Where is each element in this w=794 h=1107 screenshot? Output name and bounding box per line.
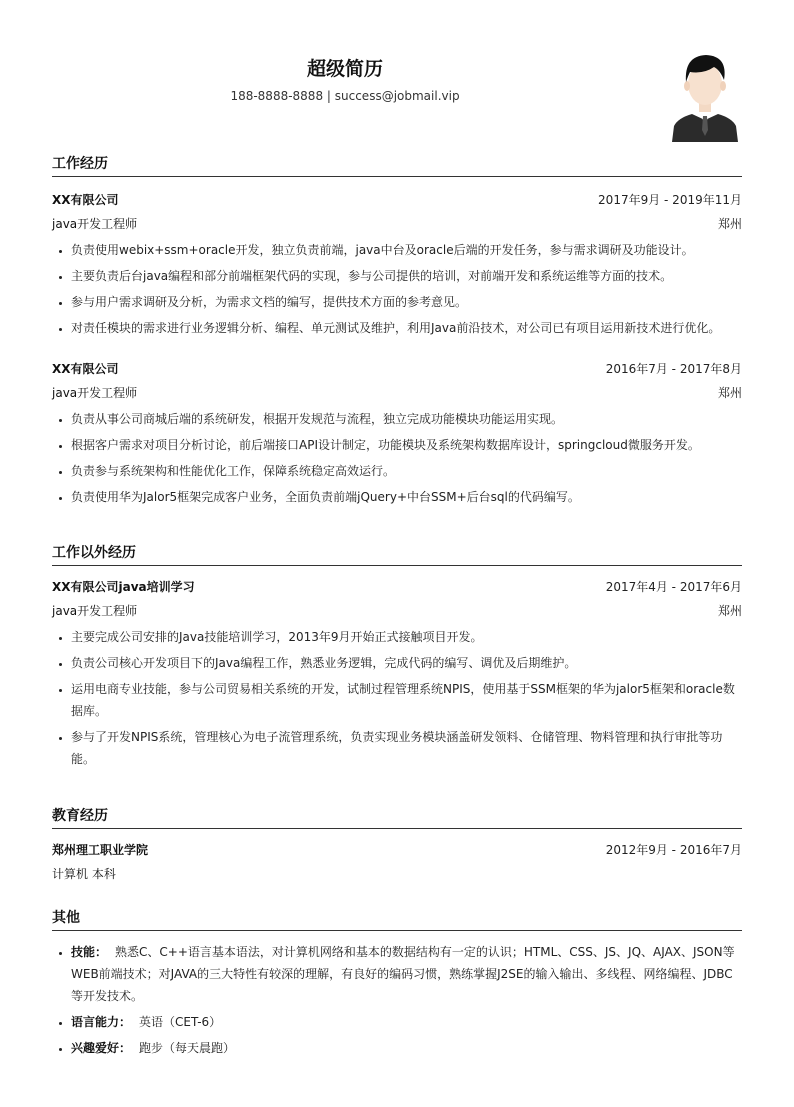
list-item: • 负责参与系统架构和性能优化工作，保障系统稳定高效运行。	[71, 460, 742, 482]
education-entry	[52, 838, 742, 886]
avatar	[670, 50, 740, 142]
resume-name: 超级简历	[306, 58, 383, 80]
section-title: 工作以外经历	[52, 541, 742, 566]
other-list	[52, 941, 742, 1059]
job-duties	[52, 239, 742, 339]
section-title: 其他	[52, 906, 742, 931]
company-name: XX有限公司	[52, 362, 119, 376]
job-city: 郑州	[717, 217, 742, 231]
education-section	[52, 804, 742, 829]
list-item: • 主要完成公司安排的Java技能培训学习，2013年9月开始正式接触项目开发。	[71, 626, 742, 648]
job-role: java开发工程师	[52, 386, 138, 400]
extra-section	[52, 541, 742, 566]
section-title: 教育经历	[52, 804, 742, 829]
extra-entry	[52, 575, 742, 774]
job-city: 郑州	[717, 604, 742, 618]
job-city: 郑州	[717, 386, 742, 400]
school-name: 郑州理工职业学院	[52, 843, 149, 857]
other-entry	[52, 938, 742, 1063]
item-key: 技能：	[71, 945, 108, 959]
company-name: XX有限公司java培训学习	[52, 580, 195, 594]
job-duties	[52, 408, 742, 508]
section-title: 工作经历	[52, 152, 742, 177]
job-period: 2016年7月 - 2017年8月	[605, 362, 742, 376]
job-duties	[52, 626, 742, 770]
list-item	[71, 1011, 742, 1033]
list-item: • 运用电商专业技能，参与公司贸易相关系统的开发，试制过程管理系统NPIS，使用基于SSM框架的华为jalor5框架和oracle数据库。	[71, 678, 742, 722]
contact-info: 188-8888-8888 | success@jobmail.vip	[230, 89, 460, 103]
item-key: 兴趣爱好：	[71, 1041, 132, 1055]
list-item: • 负责使用华为Jalor5框架完成客户业务，全面负责前端jQuery+中台SSM+后台sql的代码编写。	[71, 486, 742, 508]
list-item: • 根据客户需求对项目分析讨论，前后端接口API设计制定，功能模块及系统架构数据库设计，springcloud微服务开发。	[71, 434, 742, 456]
company-name: XX有限公司	[52, 193, 119, 207]
job-entry	[52, 357, 742, 512]
list-item: • 负责使用webix+ssm+oracle开发，独立负责前端，java中台及oracle后端的开发任务，参与需求调研及功能设计。	[71, 239, 742, 261]
job-period: 2017年9月 - 2019年11月	[598, 193, 742, 207]
list-item: • 对责任模块的需求进行业务逻辑分析、编程、单元测试及维护，利用Java前沿技术，对公司已有项目运用新技术进行优化。	[71, 317, 742, 339]
list-item: • 负责公司核心开发项目下的Java编程工作，熟悉业务逻辑，完成代码的编写、调优及后期维护。	[71, 652, 742, 674]
list-item	[71, 1037, 742, 1059]
item-value: 跑步（每天晨跑）	[139, 1041, 236, 1055]
major: 计算机 本科	[52, 867, 116, 881]
list-item	[71, 941, 742, 1007]
item-value: 英语（CET-6）	[139, 1015, 222, 1029]
job-entry	[52, 188, 742, 343]
item-key: 语言能力：	[71, 1015, 132, 1029]
list-item: • 参与了开发NPIS系统，管理核心为电子流管理系统，负责实现业务模块涵盖研发领料、仓储管理、物料管理和执行审批等功能。	[71, 726, 742, 770]
job-role: java开发工程师	[52, 604, 138, 618]
list-item: • 主要负责后台java编程和部分前端框架代码的实现，参与公司提供的培训，对前端开发和系统运维等方面的技术。	[71, 265, 742, 287]
item-value: 熟悉C、C++语言基本语法，对计算机网络和基本的数据结构有一定的认识；HTML、CSS、JS、JQ、AJAX、JSON等WEB前端技术；对JAVA的三大特性有较深的理解，有良好的编码习惯，熟练掌握J2SE的输入输出、多线程、网络编程、JDBC等开发技术。	[71, 945, 735, 1003]
list-item: • 负责从事公司商城后端的系统研发，根据开发规范与流程，独立完成功能模块功能运用实现。	[71, 408, 742, 430]
education-period: 2012年9月 - 2016年7月	[605, 843, 742, 857]
job-role: java开发工程师	[52, 217, 138, 231]
job-period: 2017年4月 - 2017年6月	[605, 580, 742, 594]
other-section	[52, 906, 742, 931]
work-section	[52, 152, 742, 177]
list-item: • 参与用户需求调研及分析，为需求文档的编写，提供技术方面的参考意见。	[71, 291, 742, 313]
